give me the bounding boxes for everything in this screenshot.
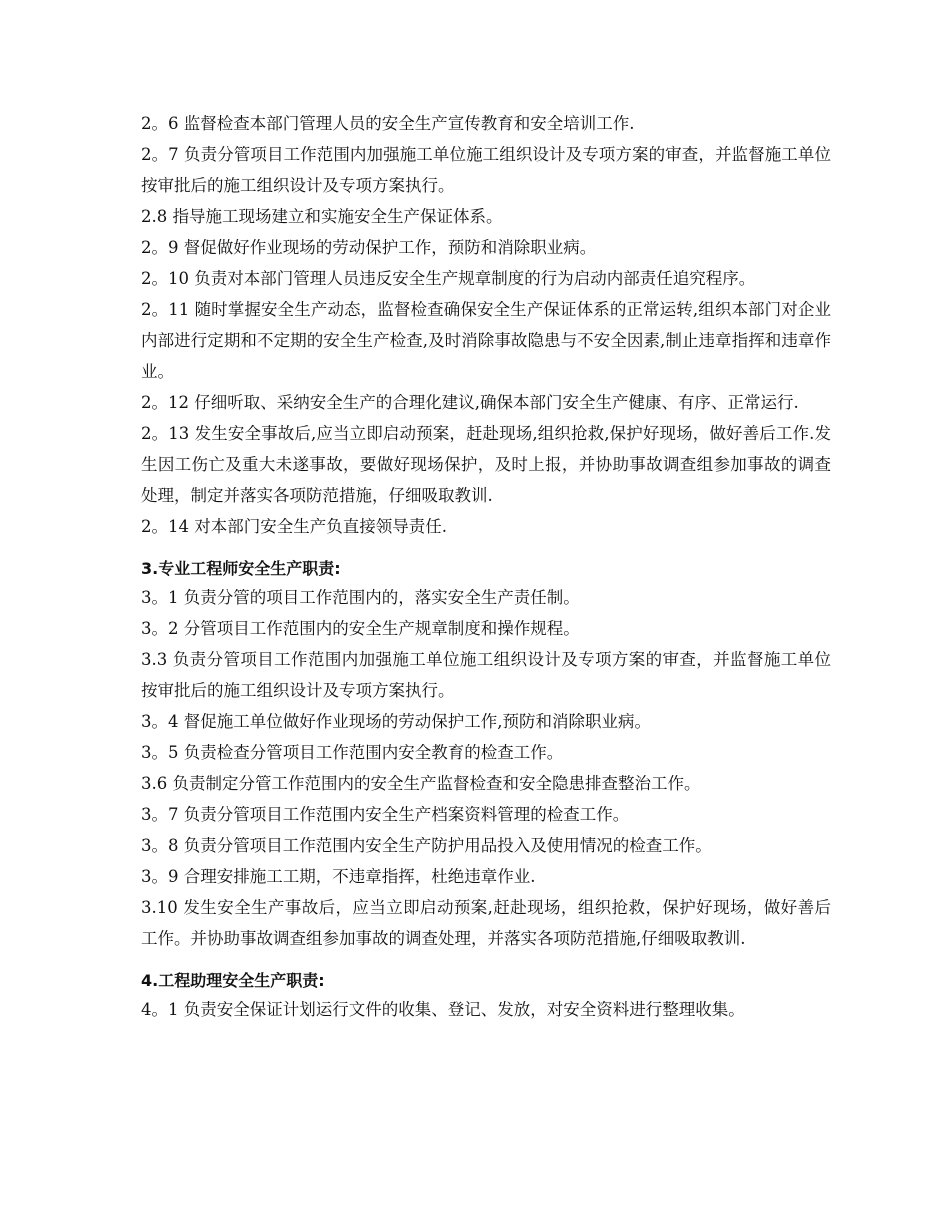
clause-2-13: 2。13 发生安全事故后,应当立即启动预案，赶赴现场,组织抢救,保护好现场，做好善后工作.发生因工伤亡及重大未遂事故，要做好现场保护，及时上报，并协助事故调查组参加事故的调查处理，制定并落实各项防范措施，仔细吸取教训. bbox=[141, 424, 831, 505]
clause-3-8: 3。8 负责分管项目工作范围内安全生产防护用品投入及使用情况的检查工作。 bbox=[141, 836, 712, 855]
clause-2-9: 2。9 督促做好作业现场的劳动保护工作，预防和消除职业病。 bbox=[141, 238, 597, 257]
section-spacer bbox=[141, 542, 831, 556]
clause-3-7: 3。7 负责分管项目工作范围内安全生产档案资料管理的检查工作。 bbox=[141, 805, 630, 824]
section-spacer bbox=[141, 954, 831, 968]
clause-2-12: 2。12 仔细听取、采纳安全生产的合理化建议,确保本部门安全生产健康、有序、正常运行. bbox=[141, 393, 799, 412]
section-3-heading: 3.专业工程师安全生产职责: bbox=[141, 559, 341, 578]
clause-2-8: 2.8 指导施工现场建立和实施安全生产保证体系。 bbox=[141, 207, 503, 226]
clause-3-9: 3。9 合理安排施工工期，不违章指挥，杜绝违章作业. bbox=[141, 867, 536, 886]
section-4-heading: 4.工程助理安全生产职责: bbox=[141, 971, 325, 990]
document-page bbox=[141, 108, 831, 1025]
clause-2-14: 2。14 对本部门安全生产负直接领导责任. bbox=[141, 517, 447, 536]
clause-2-10: 2。10 负责对本部门管理人员违反安全生产规章制度的行为启动内部责任追究程序。 bbox=[141, 269, 756, 288]
clause-3-3: 3.3 负责分管项目工作范围内加强施工单位施工组织设计及专项方案的审查，并监督施工单位按审批后的施工组织设计及专项方案执行。 bbox=[141, 650, 831, 700]
clause-3-5: 3。5 负责检查分管项目工作范围内安全教育的检查工作。 bbox=[141, 743, 564, 762]
section-3 bbox=[141, 556, 831, 954]
clause-4-1: 4。1 负责安全保证计划运行文件的收集、登记、发放，对安全资料进行整理收集。 bbox=[141, 1000, 745, 1019]
clause-2-11: 2。11 随时掌握安全生产动态，监督检查确保安全生产保证体系的正常运转,组织本部门对企业内部进行定期和不定期的安全生产检查,及时消除事故隐患与不安全因素,制止违章指挥和违章作业。 bbox=[141, 300, 831, 381]
clause-3-10: 3.10 发生安全生产事故后，应当立即启动预案,赶赴现场，组织抢救，保护好现场，做好善后工作。并协助事故调查组参加事故的调查处理，并落实各项防范措施,仔细吸取教训. bbox=[141, 898, 831, 948]
clause-3-6: 3.6 负责制定分管工作范围内的安全生产监督检查和安全隐患排查整治工作。 bbox=[141, 774, 701, 793]
clause-3-2: 3。2 分管项目工作范围内的安全生产规章制度和操作规程。 bbox=[141, 619, 580, 638]
section-4 bbox=[141, 968, 831, 1025]
clause-3-4: 3。4 督促施工单位做好作业现场的劳动保护工作,预防和消除职业病。 bbox=[141, 712, 651, 731]
clause-2-6: 2。6 监督检查本部门管理人员的安全生产宣传教育和安全培训工作. bbox=[141, 114, 635, 133]
section-2-list bbox=[141, 108, 831, 542]
clause-3-1: 3。1 负责分管的项目工作范围内的，落实安全生产责任制。 bbox=[141, 588, 580, 607]
clause-2-7: 2。7 负责分管项目工作范围内加强施工单位施工组织设计及专项方案的审查，并监督施工单位按审批后的施工组织设计及专项方案执行。 bbox=[141, 145, 831, 195]
